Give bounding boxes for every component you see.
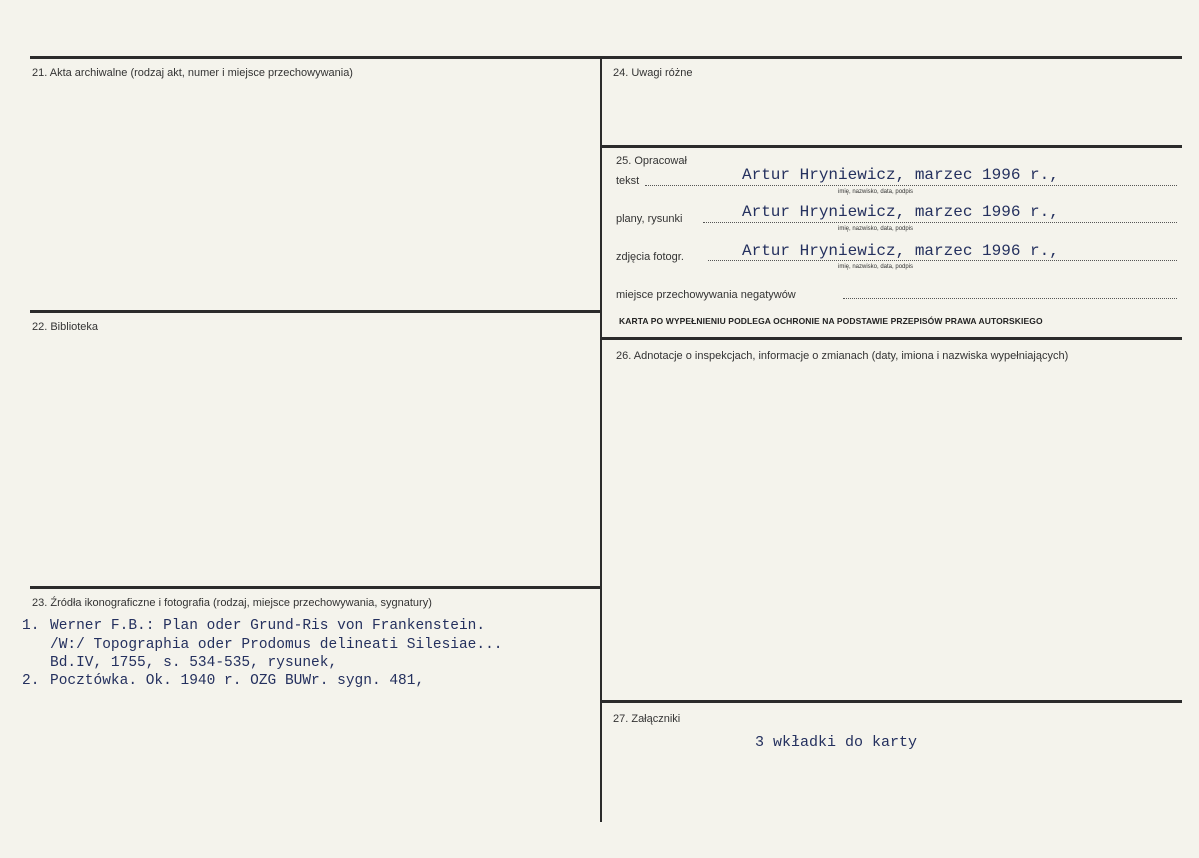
attachments-value: 3 wkładki do karty xyxy=(755,734,918,751)
source-entry xyxy=(22,673,424,689)
source-entry-text: Werner F.B.: Plan oder Grund-Ris von Frankenstein. xyxy=(50,618,486,634)
divider-26-27 xyxy=(601,700,1182,703)
section-27-label: 27. Załączniki xyxy=(613,713,681,725)
author-row-line xyxy=(703,222,1177,223)
author-row-label: tekst xyxy=(616,175,640,187)
author-row-label: plany, rysunki xyxy=(616,213,683,225)
author-row-sublabel: imię, nazwisko, data, podpis xyxy=(838,264,914,270)
section-22-label: 22. Biblioteka xyxy=(32,321,99,333)
source-entry xyxy=(22,655,337,671)
source-entry xyxy=(22,637,502,653)
divider-22-23 xyxy=(30,586,601,589)
author-row-value: Artur Hryniewicz, marzec 1996 r., xyxy=(742,166,1059,184)
section-25-label: 25. Opracował xyxy=(616,155,687,167)
divider-25-26 xyxy=(601,337,1182,340)
source-entry-number: 2. xyxy=(22,673,40,689)
source-entry xyxy=(22,618,485,634)
section-23-label: 23. Źródła ikonograficzne i fotografia (rodzaj, miejsce przechowywania, sygnatury) xyxy=(32,597,432,609)
divider-24-25 xyxy=(601,145,1182,148)
source-entry-text: Pocztówka. Ok. 1940 r. OZG BUWr. sygn. 481, xyxy=(50,673,425,689)
negatives-label: miejsce przechowywania negatywów xyxy=(616,289,796,301)
section-21-label: 21. Akta archiwalne (rodzaj akt, numer i miejsce przechowywania) xyxy=(32,67,353,79)
author-row-value: Artur Hryniewicz, marzec 1996 r., xyxy=(742,203,1059,221)
negatives-line xyxy=(843,298,1177,299)
author-row-label: zdjęcia fotogr. xyxy=(616,251,684,263)
source-entry-number: 1. xyxy=(22,618,40,634)
section-26-label: 26. Adnotacje o inspekcjach, informacje o zmianach (daty, imiona i nazwiska wypełniających) xyxy=(616,350,1069,362)
author-row-line xyxy=(708,260,1177,261)
source-entry-text: Bd.IV, 1755, s. 534-535, rysunek, xyxy=(50,655,338,671)
author-row-sublabel: imię, nazwisko, data, podpis xyxy=(838,226,914,232)
top-border xyxy=(30,56,1182,59)
section-24-label: 24. Uwagi różne xyxy=(613,67,693,79)
divider-21-22 xyxy=(30,310,601,313)
source-entry-text: /W:/ Topographia oder Prodomus delineati Silesiae... xyxy=(50,637,503,653)
copyright-notice: KARTA PO WYPEŁNIENIU PODLEGA OCHRONIE NA PODSTAWIE PRZEPISÓW PRAWA AUTORSKIEGO xyxy=(619,316,1043,326)
author-row-value: Artur Hryniewicz, marzec 1996 r., xyxy=(742,242,1059,260)
author-row-sublabel: imię, nazwisko, data, podpis xyxy=(838,189,914,195)
center-divider xyxy=(600,56,602,822)
author-row-line xyxy=(645,185,1177,186)
